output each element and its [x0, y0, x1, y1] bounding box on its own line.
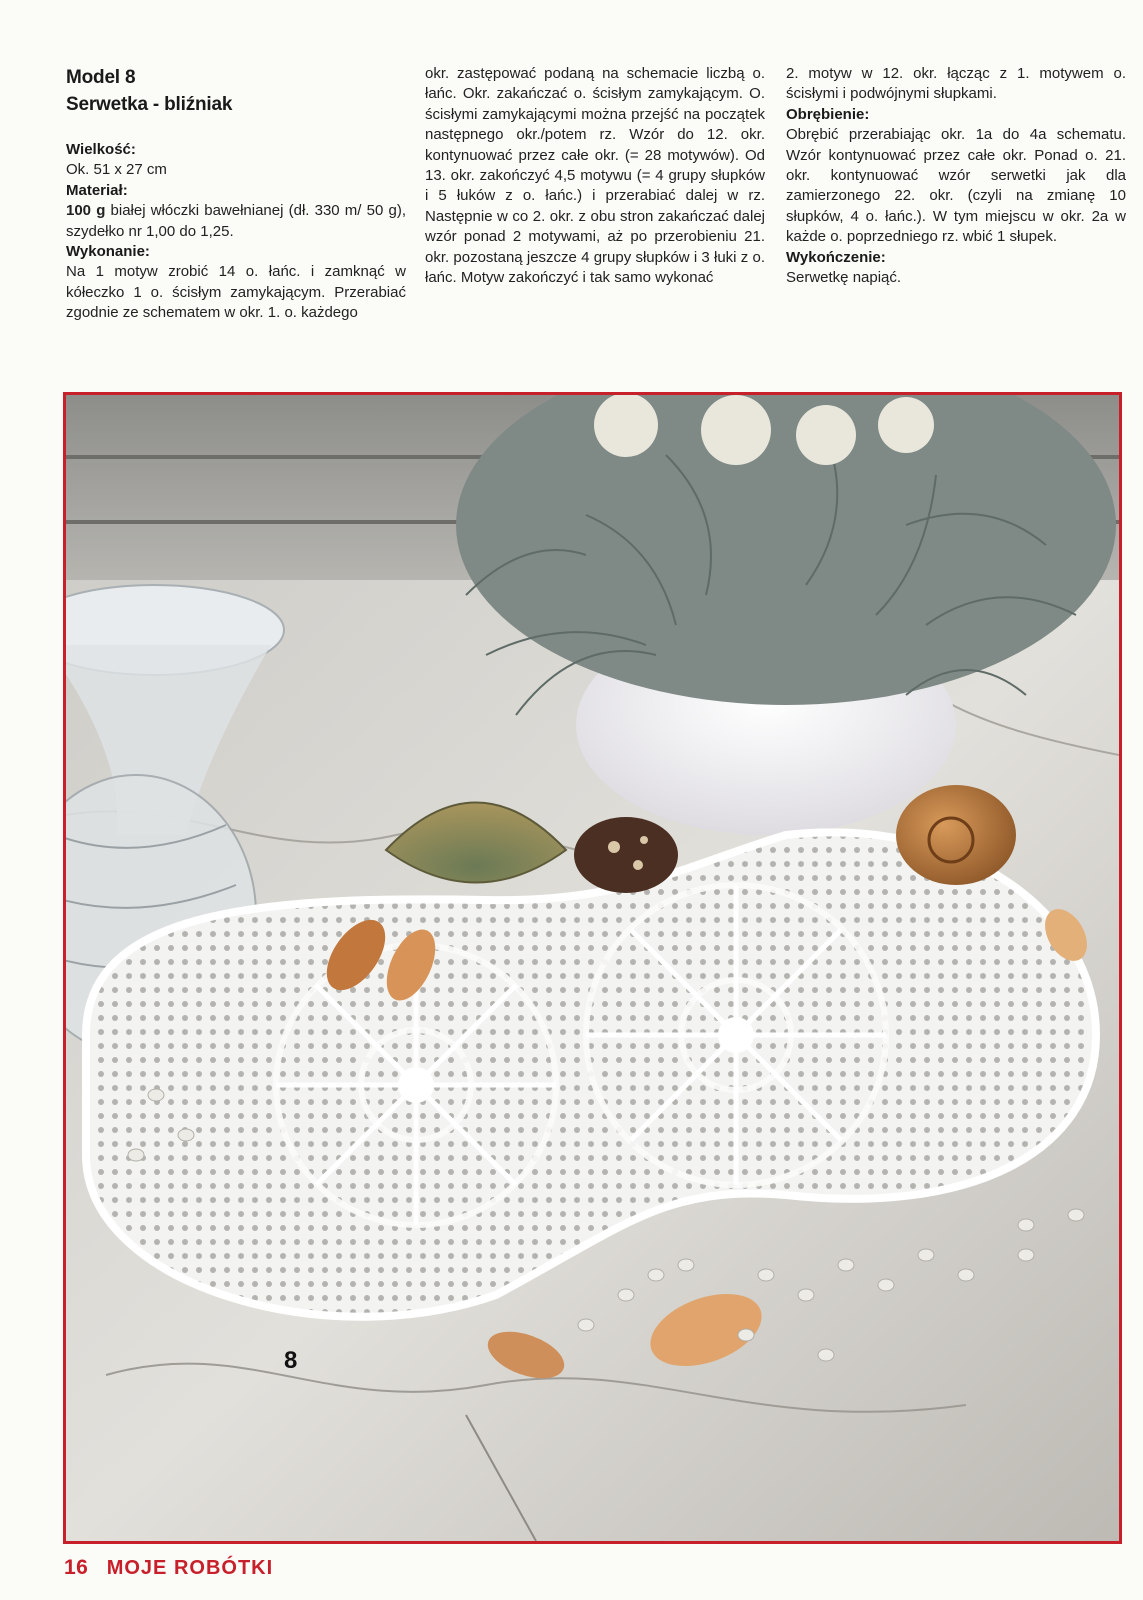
column-2 [425, 64, 765, 288]
magazine-name: MOJE ROBÓTKI [106, 1557, 274, 1579]
model-number: Model 8 [66, 67, 136, 88]
pattern-title: Serwetka - bliźniak [66, 94, 233, 115]
page-number: 16 [64, 1556, 89, 1579]
photo-number-label: 8 [284, 1347, 298, 1374]
product-photo [63, 392, 1122, 1544]
finish-text: Serwetkę napiąć. [786, 269, 902, 287]
edge-text: Obrębić przerabiając okr. 1a do 4a schematu. Wzór kontynuować przez całe okr. Ponad o. 21. okr. kontynuować wzór serwetki jak dla zamierzonego 22. okr. (czyli na zmianę 10 słupków, 4 o. łańc.). W tym miejscu w okr. 2a w każde o. poprzedniego rz. wbić 1 słupek. [786, 126, 1126, 246]
material-description: białej włóczki bawełnianej (dł. 330 m/ 50 g), szydełko nr 1,00 do 1,25. [66, 202, 406, 240]
edge-heading: Obrębienie: [786, 105, 870, 123]
column-2-text: okr. zastępować podaną na schemacie liczbą o. łańc. Okr. zakańczać o. ścisłym zamykającym. O. ścisłymi zamykającymi można przejść na początek następnego okr./potem rz. Wzór do 12. okr. kontynuować przez całe okr. (= 28 motywów). Od 13. okr. zakończyć 4,5 motywu (= 4 grupy słupków i 5 łuków z o. łańc.) i przerabiać dalej w rz. Następnie w co 2. okr. z obu stron zakańczać dalej wzór ponad 2 motywami, aż po przerobieniu 21. okr. pozostaną jeszcze 4 grupy słupków i 3 łuki z o. łańc. Motyw zakończyć i tak samo wykonać [425, 65, 765, 287]
size-heading: Wielkość: [66, 141, 136, 158]
photo-illustration [66, 395, 1119, 1541]
finish-heading: Wykończenie: [786, 248, 886, 266]
column-3 [786, 64, 1126, 288]
column-1 [66, 64, 406, 324]
work-heading: Wykonanie: [66, 243, 150, 261]
joining-text: 2. motyw w 12. okr. łącząc z 1. motywem o. ścisłymi i podwójnymi słupkami. [786, 65, 1126, 103]
material-amount: 100 g [66, 202, 106, 220]
material-text [66, 201, 406, 242]
work-text: Na 1 motyw zrobić 14 o. łańc. i zamknąć w kółeczko 1 o. ścisłym zamykającym. Przerabiać zgodnie ze schematem w okr. 1. o. każdego [66, 263, 406, 322]
page-footer [64, 1556, 273, 1580]
material-heading: Materiał: [66, 181, 128, 199]
size-text: Ok. 51 x 27 cm [66, 161, 167, 179]
